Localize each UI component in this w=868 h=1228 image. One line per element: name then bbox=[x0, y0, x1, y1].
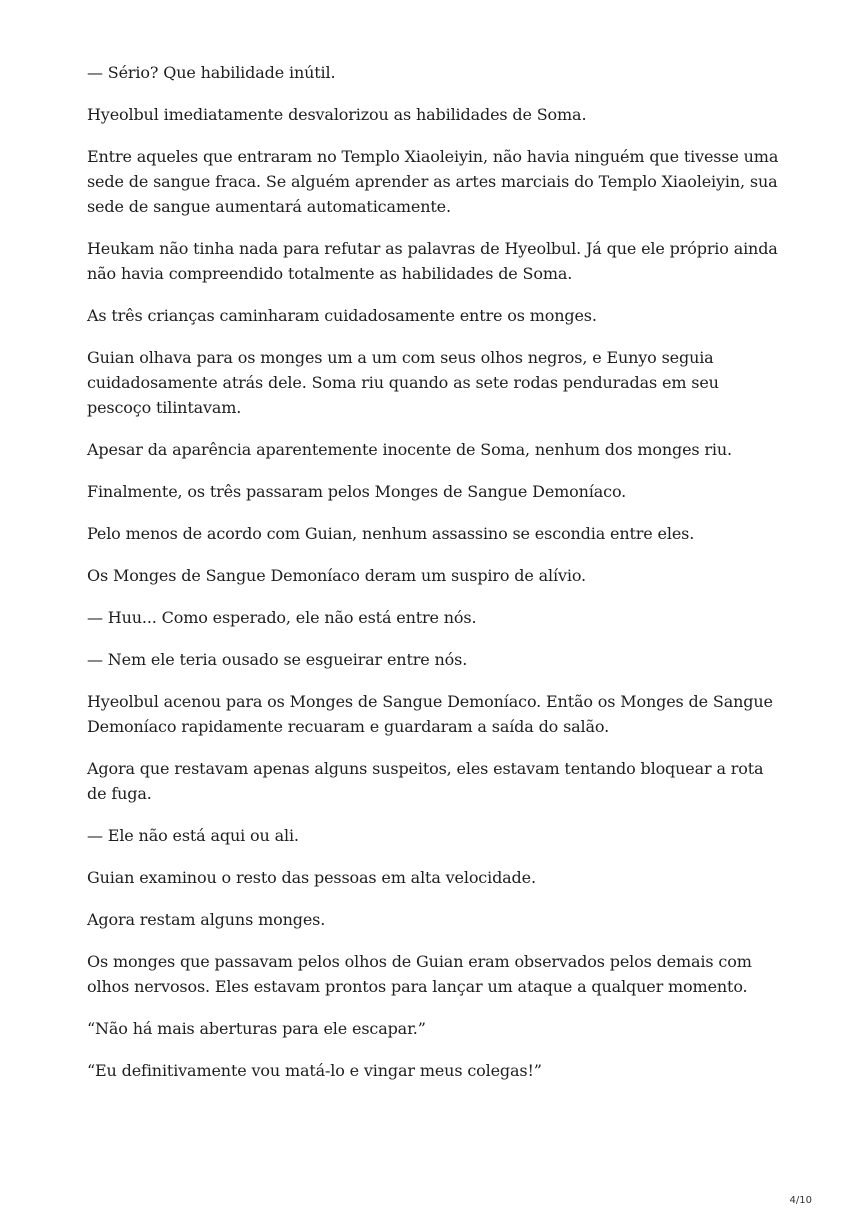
paragraph: Hyeolbul acenou para os Monges de Sangue Demoníaco. Então os Monges de Sangue Demoníaco rapidamente recuaram e guardaram a saída do salão. bbox=[87, 692, 773, 736]
paragraph: Pelo menos de acordo com Guian, nenhum assassino se escondia entre eles. bbox=[87, 524, 695, 543]
paragraph: Heukam não tinha nada para refutar as palavras de Hyeolbul. Já que ele próprio ainda não havia compreendido totalmente as habilidades de Soma. bbox=[87, 239, 778, 283]
document-body bbox=[87, 60, 787, 1100]
paragraph: “Eu definitivamente vou matá-lo e vingar meus colegas!” bbox=[87, 1061, 542, 1080]
paragraph: Os Monges de Sangue Demoníaco deram um suspiro de alívio. bbox=[87, 566, 586, 585]
paragraph: — Ele não está aqui ou ali. bbox=[87, 826, 299, 845]
page-number: 4/10 bbox=[789, 1195, 812, 1206]
paragraph: — Sério? Que habilidade inútil. bbox=[87, 63, 336, 82]
paragraph: — Huu... Como esperado, ele não está entre nós. bbox=[87, 608, 477, 627]
paragraph: — Nem ele teria ousado se esgueirar entre nós. bbox=[87, 650, 468, 669]
paragraph: Entre aqueles que entraram no Templo Xiaoleiyin, não havia ninguém que tivesse uma sede de sangue fraca. Se alguém aprender as artes marciais do Templo Xiaoleiyin, sua sede de sangue aumentará automaticamente. bbox=[87, 147, 779, 216]
paragraph: Finalmente, os três passaram pelos Monges de Sangue Demoníaco. bbox=[87, 482, 627, 501]
paragraph: Hyeolbul imediatamente desvalorizou as habilidades de Soma. bbox=[87, 105, 587, 124]
paragraph: Guian examinou o resto das pessoas em alta velocidade. bbox=[87, 868, 536, 887]
paragraph: As três crianças caminharam cuidadosamente entre os monges. bbox=[87, 306, 597, 325]
paragraph: Guian olhava para os monges um a um com seus olhos negros, e Eunyo seguia cuidadosamente atrás dele. Soma riu quando as sete rodas penduradas em seu pescoço tilintavam. bbox=[87, 348, 719, 417]
paragraph: “Não há mais aberturas para ele escapar.” bbox=[87, 1019, 426, 1038]
paragraph: Apesar da aparência aparentemente inocente de Soma, nenhum dos monges riu. bbox=[87, 440, 732, 459]
paragraph: Os monges que passavam pelos olhos de Guian eram observados pelos demais com olhos nervosos. Eles estavam prontos para lançar um ataque a qualquer momento. bbox=[87, 952, 752, 996]
paragraph: Agora que restavam apenas alguns suspeitos, eles estavam tentando bloquear a rota de fuga. bbox=[87, 759, 764, 803]
paragraph: Agora restam alguns monges. bbox=[87, 910, 326, 929]
